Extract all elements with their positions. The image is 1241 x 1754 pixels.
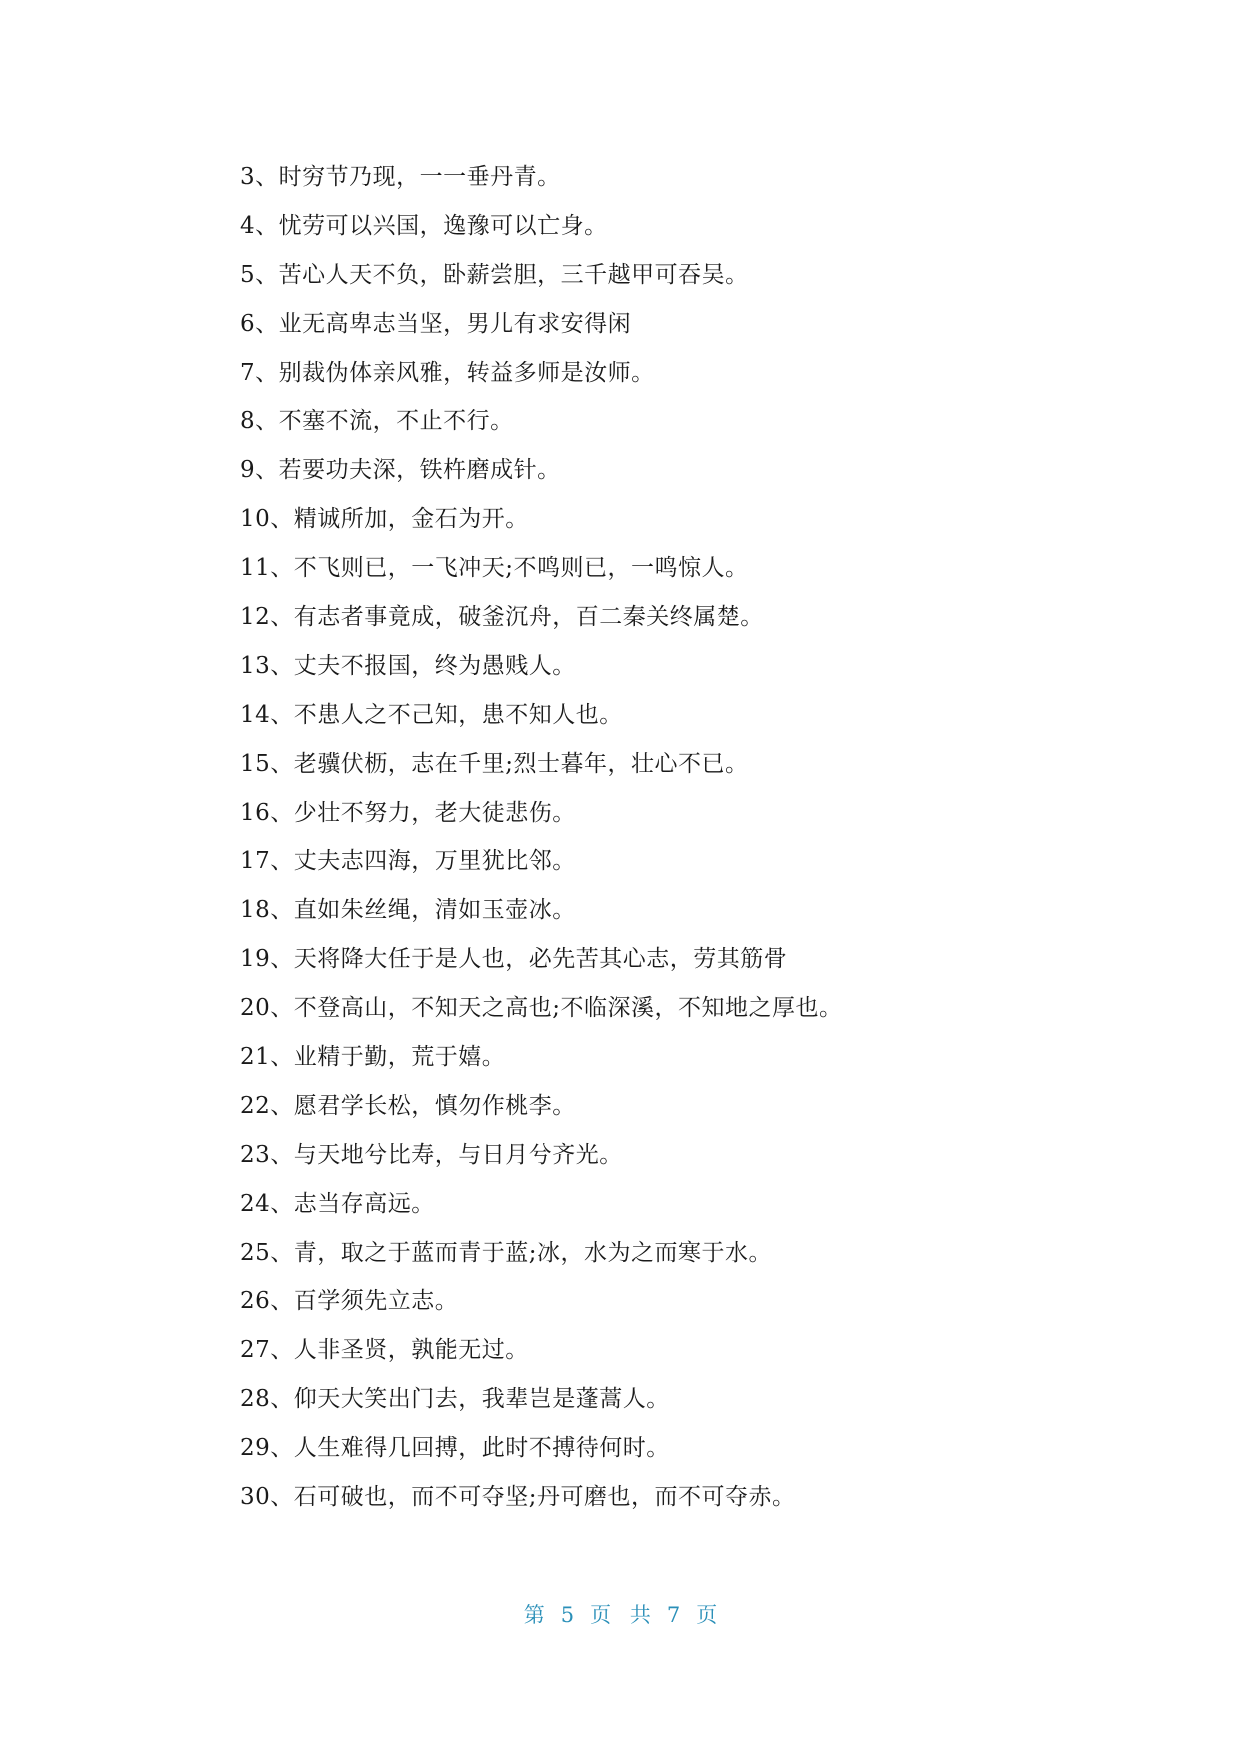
list-item [240, 691, 1140, 740]
item-number: 23 [240, 1141, 271, 1168]
page-footer [0, 1599, 1241, 1629]
item-separator: 、 [270, 799, 294, 826]
item-text: 直如朱丝绳，清如玉壶冰。 [293, 897, 576, 924]
item-text: 别裁伪体亲风雅，转益多师是汝师。 [278, 359, 655, 386]
item-text: 丈夫志四海，万里犹比邻。 [293, 848, 576, 875]
item-separator: 、 [270, 995, 294, 1022]
item-number: 12 [240, 604, 271, 631]
item-separator: 、 [255, 261, 279, 288]
item-separator: 、 [270, 1288, 294, 1315]
list-item [240, 984, 1140, 1033]
item-number: 4 [240, 212, 256, 239]
item-number: 19 [240, 946, 271, 973]
item-separator: 、 [270, 1141, 294, 1168]
item-text: 仰天大笑出门去，我辈岂是蓬蒿人。 [293, 1386, 670, 1413]
footer-middle: 页 共 [590, 1603, 651, 1627]
list-item [240, 1473, 1140, 1522]
item-number: 24 [240, 1190, 271, 1217]
footer-prefix: 第 [523, 1603, 545, 1627]
item-text: 业无高卑志当坚，男儿有求安得闲 [278, 310, 632, 337]
item-text: 人非圣贤，孰能无过。 [293, 1337, 529, 1364]
item-text: 不患人之不己知，患不知人也。 [293, 701, 623, 728]
list-item [240, 593, 1140, 642]
item-text: 业精于勤，荒于嬉。 [293, 1044, 506, 1071]
list-item [240, 300, 1140, 349]
item-number: 15 [240, 750, 271, 777]
item-number: 10 [240, 506, 271, 533]
item-number: 7 [240, 359, 256, 386]
list-item [240, 397, 1140, 446]
item-separator: 、 [270, 1435, 294, 1462]
list-item [240, 740, 1140, 789]
quote-list [240, 153, 1140, 1522]
item-separator: 、 [255, 359, 279, 386]
item-number: 14 [240, 701, 271, 728]
list-item [240, 1082, 1140, 1131]
item-separator: 、 [270, 652, 294, 679]
list-item [240, 251, 1140, 300]
item-number: 9 [240, 457, 256, 484]
item-text: 有志者事竟成，破釜沉舟，百二秦关终属楚。 [293, 604, 764, 631]
item-text: 与天地兮比寿，与日月兮齐光。 [293, 1141, 623, 1168]
item-text: 精诚所加，金石为开。 [293, 506, 529, 533]
item-number: 20 [240, 995, 271, 1022]
footer-suffix: 页 [696, 1603, 718, 1627]
item-separator: 、 [270, 946, 294, 973]
item-separator: 、 [270, 1092, 294, 1119]
item-separator: 、 [270, 1386, 294, 1413]
list-item [240, 153, 1140, 202]
item-number: 3 [240, 164, 256, 190]
item-separator: 、 [270, 555, 294, 582]
item-number: 27 [240, 1337, 271, 1364]
item-separator: 、 [270, 604, 294, 631]
item-text: 苦心人天不负，卧薪尝胆，三千越甲可吞吴。 [278, 261, 749, 288]
list-item [240, 1424, 1140, 1473]
item-separator: 、 [270, 1239, 294, 1266]
list-item [240, 886, 1140, 935]
item-separator: 、 [270, 1044, 294, 1071]
footer-current-page: 5 [560, 1603, 575, 1627]
item-number: 13 [240, 652, 271, 679]
item-text: 天将降大任于是人也，必先苦其心志，劳其筋骨 [293, 946, 788, 973]
list-item [240, 789, 1140, 838]
item-separator: 、 [270, 1190, 294, 1217]
item-text: 不飞则已，一飞冲天;不鸣则已，一鸣惊人。 [293, 555, 749, 582]
item-separator: 、 [255, 457, 279, 484]
item-separator: 、 [270, 897, 294, 924]
item-separator: 、 [270, 1484, 294, 1511]
item-separator: 、 [270, 1337, 294, 1364]
item-number: 30 [240, 1484, 271, 1511]
item-separator: 、 [270, 750, 294, 777]
list-item [240, 495, 1140, 544]
item-number: 8 [240, 408, 256, 435]
item-separator: 、 [270, 701, 294, 728]
item-number: 5 [240, 261, 256, 288]
item-number: 17 [240, 848, 271, 875]
item-number: 28 [240, 1386, 271, 1413]
list-item [240, 446, 1140, 495]
list-item [240, 1277, 1140, 1326]
item-text: 忧劳可以兴国，逸豫可以亡身。 [278, 212, 608, 239]
list-item [240, 837, 1140, 886]
item-number: 6 [240, 310, 256, 337]
list-item [240, 642, 1140, 691]
item-number: 18 [240, 897, 271, 924]
item-text: 青，取之于蓝而青于蓝;冰，水为之而寒于水。 [293, 1239, 773, 1266]
list-item [240, 1326, 1140, 1375]
item-separator: 、 [270, 848, 294, 875]
list-item [240, 1131, 1140, 1180]
item-number: 26 [240, 1288, 271, 1315]
list-item [240, 1180, 1140, 1229]
item-text: 百学须先立志。 [293, 1288, 459, 1315]
item-text: 老骥伏枥，志在千里;烈士暮年，壮心不已。 [293, 750, 749, 777]
item-separator: 、 [255, 408, 279, 435]
item-separator: 、 [270, 506, 294, 533]
footer-total-pages: 7 [666, 1603, 681, 1627]
item-text: 若要功夫深，铁杵磨成针。 [278, 457, 561, 484]
item-number: 29 [240, 1435, 271, 1462]
item-text: 志当存高远。 [293, 1190, 435, 1217]
item-text: 石可破也，而不可夺坚;丹可磨也，而不可夺赤。 [293, 1484, 796, 1511]
item-text: 不塞不流，不止不行。 [278, 408, 514, 435]
item-number: 22 [240, 1092, 271, 1119]
item-text: 少壮不努力，老大徒悲伤。 [293, 799, 576, 826]
item-number: 11 [240, 555, 271, 582]
list-item [240, 544, 1140, 593]
item-separator: 、 [255, 164, 279, 190]
item-separator: 、 [255, 212, 279, 239]
list-item [240, 1229, 1140, 1278]
list-item [240, 349, 1140, 398]
item-text: 时穷节乃现，一一垂丹青。 [278, 164, 561, 190]
item-number: 16 [240, 799, 271, 826]
item-separator: 、 [255, 310, 279, 337]
item-text: 愿君学长松，慎勿作桃李。 [293, 1092, 576, 1119]
item-text: 丈夫不报国，终为愚贱人。 [293, 652, 576, 679]
list-item [240, 1033, 1140, 1082]
list-item [240, 1375, 1140, 1424]
list-item [240, 202, 1140, 251]
item-text: 不登高山，不知天之高也;不临深溪，不知地之厚也。 [293, 995, 843, 1022]
list-item [240, 935, 1140, 984]
item-text: 人生难得几回搏，此时不搏待何时。 [293, 1435, 670, 1462]
item-number: 21 [240, 1044, 271, 1071]
item-number: 25 [240, 1239, 271, 1266]
